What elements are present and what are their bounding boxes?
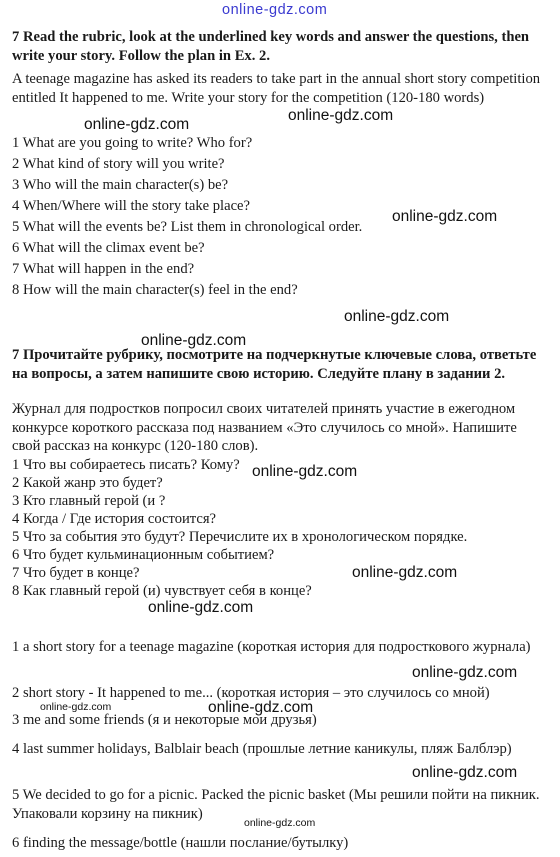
russian-question: 1 Что вы собираетесь писать? Кому? — [12, 457, 240, 473]
watermark: online-gdz.com — [288, 107, 394, 124]
watermark: online-gdz.com — [252, 463, 358, 480]
english-question: 2 What kind of story will you write? — [12, 156, 225, 172]
russian-rubric: Журнал для подростков попросил своих читателей принять участие в ежегодном конкурсе короткого рассказа под названием «Это случилось со мной». Напишите свой рассказ на конкурс (120-180 слов). — [12, 401, 517, 454]
russian-question: 6 Что будет кульминационным событием? — [12, 547, 275, 563]
english-task-heading: 7 Read the rubric, look at the underlined key words and answer the questions, then write your story. Follow the plan in Ex. 2. — [12, 29, 530, 64]
watermark: online-gdz.com — [208, 699, 314, 716]
english-question: 8 How will the main character(s) feel in the end? — [12, 282, 298, 298]
answer-item: 3 me and some friends (я и некоторые мои друзья) — [12, 712, 317, 728]
answer-item: 2 short story - It happened to me... (короткая история – это случилось со мной) — [12, 685, 490, 701]
watermark: online-gdz.com — [141, 332, 247, 349]
russian-task-heading: 7 Прочитайте рубрику, посмотрите на подчеркнутые ключевые слова, ответьте на вопросы, а затем напишите свою историю. Следуйте плану в задании 2. — [12, 347, 537, 382]
answer-item: 5 We decided to go for a picnic. Packed the picnic basket (Мы решили пойти на пикник. Упаковали корзину на пикник) — [12, 787, 540, 822]
russian-question: 8 Как главный герой (и) чувствует себя в конце? — [12, 583, 312, 599]
russian-question: 2 Какой жанр это будет? — [12, 475, 163, 491]
watermark: online-gdz.com — [412, 764, 518, 781]
english-question: 6 What will the climax event be? — [12, 240, 205, 256]
russian-question: 3 Кто главный герой (и ? — [12, 493, 166, 509]
watermark: online-gdz.com — [148, 599, 254, 616]
english-question: 7 What will happen in the end? — [12, 261, 195, 277]
english-rubric: A teenage magazine has asked its readers to take part in the annual short story competition entitled It happened to me. Write your story for the competition (120-180 words) — [12, 71, 541, 106]
answer-item: 1 a short story for a teenage magazine (короткая история для подросткового журнала) — [12, 639, 531, 655]
watermark-small: online-gdz.com — [40, 701, 112, 713]
watermark: online-gdz.com — [352, 564, 458, 581]
answer-item: 6 finding the message/bottle (нашли послание/бутылку) — [12, 835, 349, 851]
watermark: online-gdz.com — [84, 116, 190, 133]
russian-question: 5 Что за события это будут? Перечислите их в хронологическом порядке. — [12, 529, 468, 545]
english-question: 1 What are you going to write? Who for? — [12, 135, 253, 151]
russian-question: 4 Когда / Где история состоится? — [12, 511, 217, 527]
english-question: 3 Who will the main character(s) be? — [12, 177, 229, 193]
watermark: online-gdz.com — [344, 308, 450, 325]
answer-item: 4 last summer holidays, Balblair beach (прошлые летние каникулы, пляж Балблэр) — [12, 741, 512, 757]
english-question: 5 What will the events be? List them in chronological order. — [12, 219, 363, 235]
watermark: online-gdz.com — [412, 664, 518, 681]
watermark: online-gdz.com — [392, 208, 498, 225]
watermark-top: online-gdz.com — [222, 2, 328, 18]
russian-question: 7 Что будет в конце? — [12, 565, 140, 581]
watermark-small: online-gdz.com — [244, 817, 316, 829]
english-question: 4 When/Where will the story take place? — [12, 198, 250, 214]
